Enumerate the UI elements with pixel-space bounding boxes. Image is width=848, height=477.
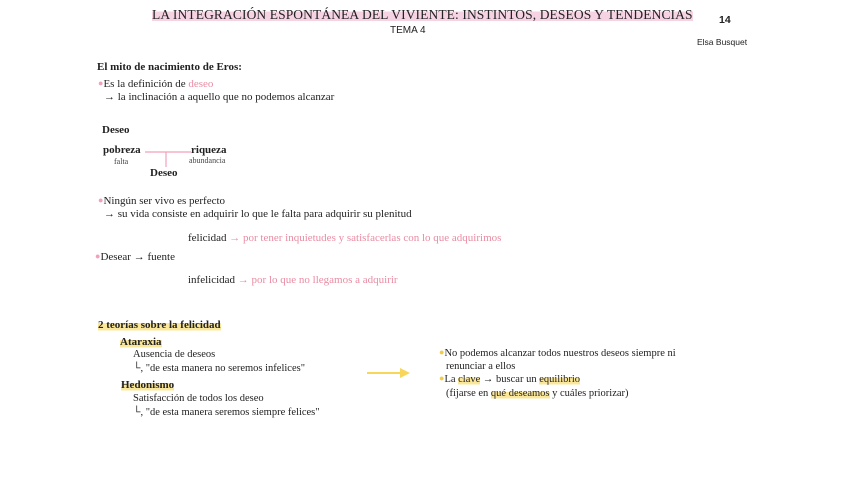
desear-line: ●Desear → fuente [95, 251, 175, 263]
page-number: 14 [719, 14, 731, 26]
ser-vivo-line-2: → su vida consiste en adquirir lo que le falta para adquirir su plenitud [104, 208, 412, 220]
page-subtitle: TEMA 4 [390, 25, 426, 36]
eros-line-1: ●Es la definición de deseo [98, 78, 214, 90]
ataraxia-quote: └, "de esta manera no seremos infelices" [133, 363, 305, 374]
conclusion-line-2: renunciar a ellos [446, 361, 516, 372]
abundancia-label: abundancia [189, 156, 226, 165]
conclusion-line-1: ●No podemos alcanzar todos nuestros deseos siempre ni [439, 347, 676, 359]
arrow-right-icon [366, 366, 412, 380]
eros-line-2: → la inclinación a aquello que no podemos alcanzar [104, 91, 335, 103]
ataraxia-name: Ataraxia [120, 336, 162, 348]
ataraxia-desc: Ausencia de deseos [133, 349, 216, 360]
bullet-icon: ● [439, 373, 445, 383]
eros-heading: El mito de nacimiento de Eros: [97, 61, 242, 73]
hedonismo-quote: └, "de esta manera seremos siempre felices" [133, 407, 320, 418]
riqueza-term: riqueza [191, 144, 227, 156]
equilibrio-term: equilibrio [539, 374, 581, 385]
que-deseamos-term: qué deseamos [490, 388, 550, 399]
conclusion-line-4: (fijarse en qué deseamos y cuáles priorizar) [446, 388, 629, 399]
hedonismo-name: Hedonismo [121, 379, 175, 391]
ser-vivo-line-1: ●Ningún ser vivo es perfecto [98, 195, 226, 207]
bullet-icon: ● [95, 251, 101, 261]
hedonismo-desc: Satisfacción de todos los deseo [133, 393, 264, 404]
bullet-icon: ● [439, 347, 445, 357]
pobreza-term: pobreza [103, 144, 141, 156]
author-name: Elsa Busquet [697, 37, 748, 47]
deseo-term: deseo [188, 78, 214, 90]
diagram-connector [143, 145, 195, 169]
bullet-icon: ● [98, 78, 104, 88]
bullet-icon: ● [98, 195, 104, 205]
deseo-heading: Deseo [102, 124, 130, 136]
clave-term: clave [458, 374, 481, 385]
conclusion-line-3: ●La clave → buscar un equilibrio [439, 373, 581, 385]
page-title: LA INTEGRACIÓN ESPONTÁNEA DEL VIVIENTE: INSTINTOS, DESEOS Y TENDENCIAS [152, 7, 693, 22]
falta-label: falta [114, 157, 129, 166]
teorias-heading: 2 teorías sobre la felicidad [98, 319, 221, 331]
felicidad-line: felicidad → por tener inquietudes y satisfacerlas con lo que adquirimos [188, 232, 502, 244]
deseo-center: Deseo [150, 167, 178, 179]
infelicidad-line: infelicidad → por lo que no llegamos a adquirir [188, 274, 398, 286]
